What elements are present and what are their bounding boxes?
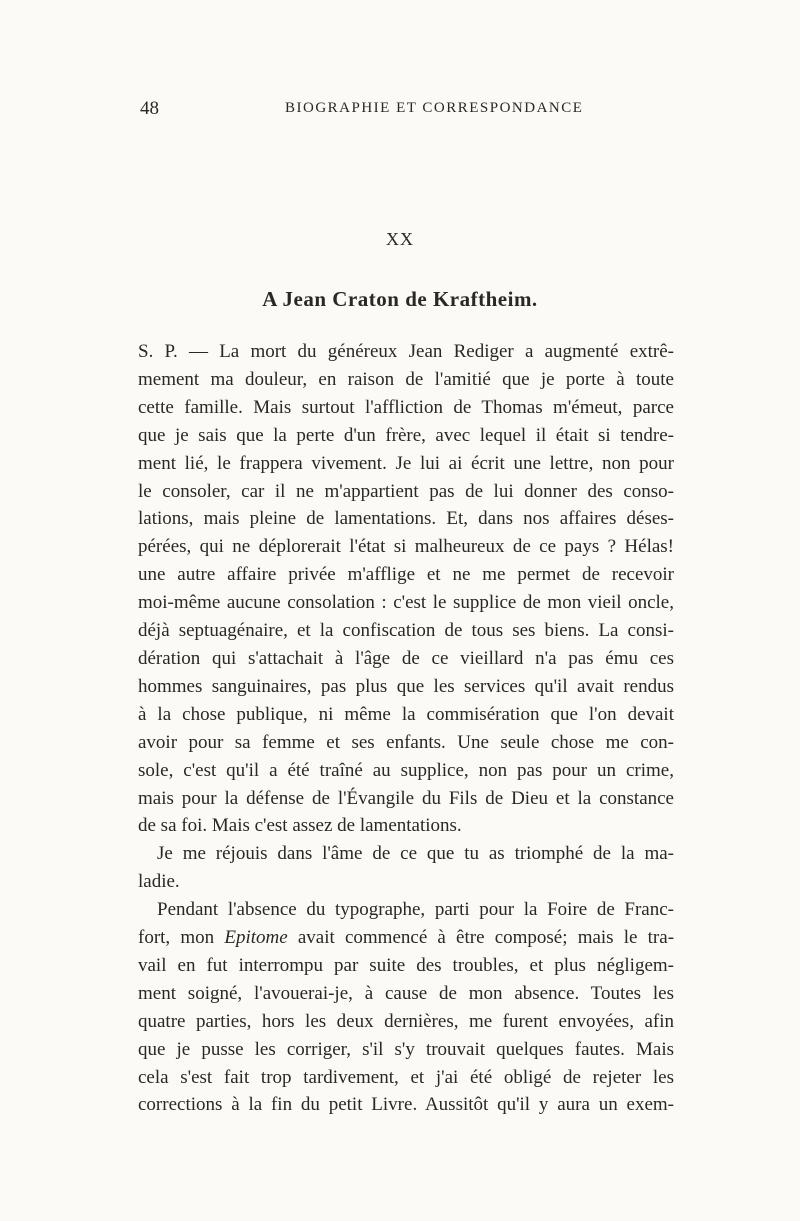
letter-body [138, 338, 674, 1119]
text-line: le consoler, car il ne m'appartient pas de lui donner des conso- [138, 480, 674, 502]
letter-addressee: A Jean Craton de Kraftheim. [262, 287, 538, 311]
text-line: lations, mais pleine de lamentations. Et, dans nos affaires déses- [138, 508, 674, 530]
text-fragment: avait commencé à être composé; mais le tra- [297, 927, 675, 949]
text-line-mixed [138, 924, 674, 952]
text-line: ment soigné, l'avouerai-je, à cause de mon absence. Toutes les [138, 982, 674, 1004]
text-line: que je pusse les corriger, s'il s'y trouvait quelques fautes. Mais [138, 1038, 674, 1060]
book-title-epitome: Epitome [224, 927, 288, 949]
text-line: à la chose publique, ni même la commisération que l'on devait [138, 703, 674, 725]
text-line: Pendant l'absence du typographe, parti pour la Foire de Franc- [157, 899, 674, 921]
text-line: de sa foi. Mais c'est assez de lamentations. [138, 815, 462, 837]
text-line: ment lié, le frappera vivement. Je lui ai écrit une lettre, non pour [138, 452, 674, 474]
text-line: corrections à la fin du petit Livre. Aussitôt qu'il y aura un exem- [138, 1094, 674, 1116]
text-line: moi-même aucune consolation : c'est le supplice de mon vieil oncle, [138, 592, 674, 614]
text-line: une autre affaire privée m'afflige et ne me permet de recevoir [138, 564, 674, 586]
text-line: déjà septuagénaire, et la confiscation de tous ses biens. La consi- [138, 620, 674, 642]
text-line: S. P. — La mort du généreux Jean Rediger a augmenté extrê- [138, 341, 674, 362]
text-line: Je me réjouis dans l'âme de ce que tu as triomphé de la ma- [157, 843, 674, 865]
letter-number: XX [386, 229, 414, 249]
text-line: mement ma douleur, en raison de l'amitié que je porte à toute [138, 368, 674, 390]
text-line: quatre parties, hors les deux dernières, me furent envoyées, afin [138, 1010, 674, 1032]
text-line: hommes sanguinaires, pas plus que les services qu'il avait rendus [138, 675, 674, 697]
text-line: cette famille. Mais surtout l'affliction de Thomas m'émeut, parce [138, 396, 674, 418]
text-line: vail en fut interrompu par suite des troubles, et plus négligem- [138, 954, 674, 976]
text-line: mais pour la défense de l'Évangile du Fils de Dieu et la constance [138, 787, 674, 809]
running-head [110, 98, 690, 122]
running-title: BIOGRAPHIE ET CORRESPONDANCE [285, 100, 584, 116]
text-line: pérées, qui ne déplorerait l'état si malheureux de ce pays ? Hélas! [138, 536, 674, 558]
text-line: ladie. [138, 871, 180, 893]
page-number: 48 [140, 98, 159, 119]
text-line: cela s'est fait trop tardivement, et j'ai été obligé de rejeter les [138, 1066, 674, 1088]
text-line: avoir pour sa femme et ses enfants. Une seule chose me con- [138, 731, 674, 753]
text-line: que je sais que la perte d'un frère, avec lequel il était si tendre- [138, 424, 674, 446]
text-line: dération qui s'attachait à l'âge de ce vieillard n'a pas ému ces [138, 647, 674, 669]
text-fragment: fort, mon [138, 927, 215, 949]
text-line: sole, c'est qu'il a été traîné au supplice, non pas pour un crime, [138, 759, 674, 781]
